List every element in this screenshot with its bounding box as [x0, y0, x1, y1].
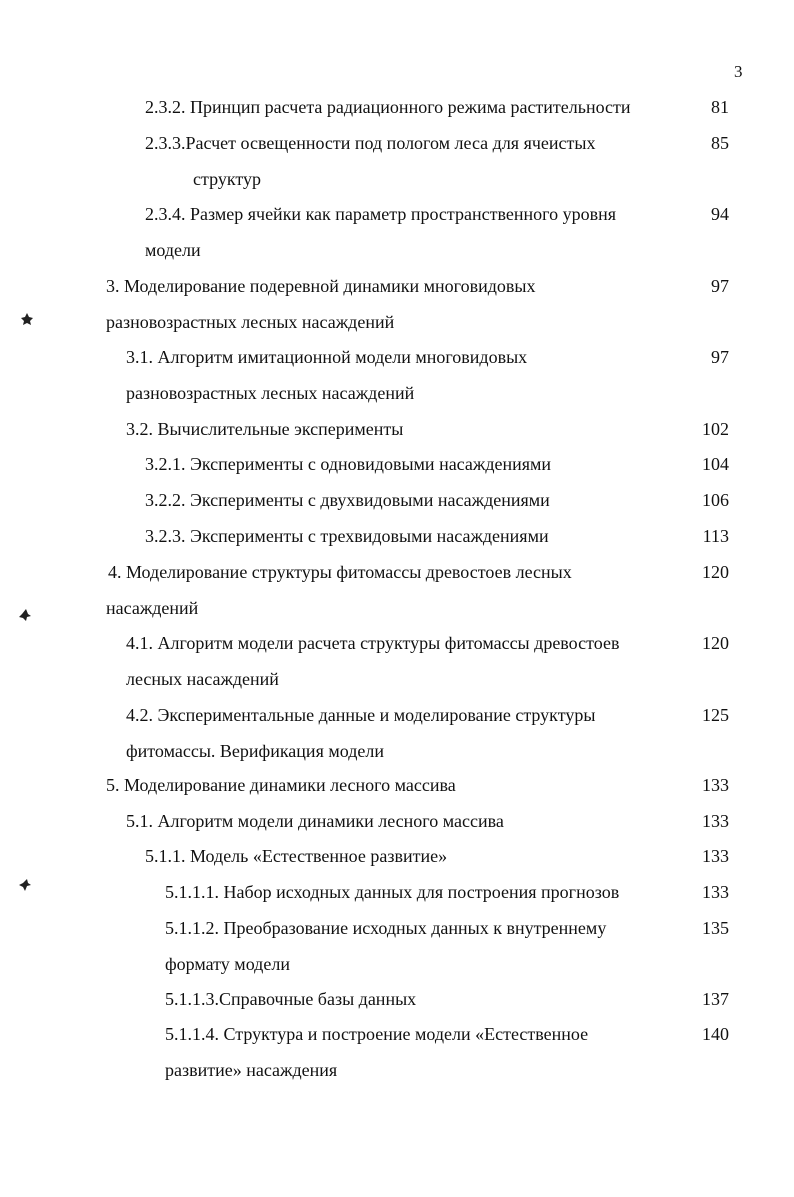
- toc-entry-title: 4.1. Алгоритм модели расчета структуры фитомассы древостоев: [126, 633, 620, 653]
- toc-entry-page: 85: [711, 133, 729, 153]
- toc-entry-title: 3.2.1. Эксперименты с одновидовыми насаждениями: [145, 454, 552, 474]
- scan-mark-icon: [18, 608, 32, 622]
- toc-entry-title: 3.2. Вычислительные эксперименты: [126, 419, 404, 439]
- toc-entry-title-continuation: модели: [145, 240, 201, 260]
- toc-entry-page: 81: [711, 97, 729, 117]
- toc-entry-title: 4. Моделирование структуры фитомассы древостоев лесных: [108, 562, 572, 582]
- toc-entry-page: 140: [702, 1024, 729, 1044]
- toc-entry-page: 133: [702, 811, 729, 831]
- toc-entry-page: 106: [702, 490, 729, 510]
- toc-entry-page: 120: [702, 633, 729, 653]
- toc-entry-title-continuation: разновозрастных лесных насаждений: [126, 383, 415, 403]
- toc-entry-page: 113: [702, 526, 729, 546]
- toc-entry-page: 94: [711, 204, 729, 224]
- toc-entry-title-continuation: лесных насаждений: [126, 669, 279, 689]
- toc-entry-title: 5.1.1. Модель «Естественное развитие»: [145, 846, 448, 866]
- toc-entry-title: 2.3.2. Принцип расчета радиационного режима растительности: [145, 97, 631, 117]
- toc-entry-title: 5.1.1.2. Преобразование исходных данных к внутреннему: [165, 918, 607, 938]
- toc-entry-page: 133: [702, 882, 729, 902]
- toc-entry-title: 3.1. Алгоритм имитационной модели многовидовых: [126, 347, 528, 367]
- toc-entry-title: 3. Моделирование подеревной динамики многовидовых: [106, 276, 536, 296]
- toc-entry-title-continuation: разновозрастных лесных насаждений: [106, 312, 395, 332]
- toc-entry-page: 133: [702, 846, 729, 866]
- toc-entry-title-continuation: формату модели: [165, 954, 290, 974]
- toc-entry-page: 97: [711, 347, 729, 367]
- toc-entry-page: 137: [702, 989, 729, 1009]
- toc-entry-page: 125: [702, 705, 729, 725]
- toc-entry-title: 5. Моделирование динамики лесного массива: [106, 775, 456, 795]
- toc-entry-title: 5.1.1.1. Набор исходных данных для построения прогнозов: [165, 882, 620, 902]
- toc-entry-title: 5.1. Алгоритм модели динамики лесного массива: [126, 811, 504, 831]
- toc-entry-title: 3.2.2. Эксперименты с двухвидовыми насаждениями: [145, 490, 550, 510]
- toc-entry-title: 2.3.3.Расчет освещенности под пологом леса для ячеистых: [145, 133, 596, 153]
- toc-entry-title-continuation: фитомассы. Верификация модели: [126, 741, 384, 761]
- toc-entry-title: 3.2.3. Эксперименты с трехвидовыми насаждениями: [145, 526, 549, 546]
- toc-entry-title: 2.3.4. Размер ячейки как параметр пространственного уровня: [145, 204, 616, 224]
- toc-entry-title: 5.1.1.4. Структура и построение модели «Естественное: [165, 1024, 589, 1044]
- toc-entry-page: 120: [702, 562, 729, 582]
- toc-entry-title-continuation: насаждений: [106, 598, 199, 618]
- toc-entry-page: 102: [702, 419, 729, 439]
- toc-entry-title-continuation: структур: [193, 169, 261, 189]
- toc-entry-page: 135: [702, 918, 729, 938]
- toc-entry-title: 4.2. Экспериментальные данные и моделирование структуры: [126, 705, 596, 725]
- toc-entry-page: 104: [702, 454, 729, 474]
- scan-mark-icon: [18, 878, 32, 892]
- scan-mark-icon: [20, 312, 34, 326]
- toc-entry-page: 97: [711, 276, 729, 296]
- toc-entry-page: 133: [702, 775, 729, 795]
- toc-entry-title: 5.1.1.3.Справочные базы данных: [165, 989, 417, 1009]
- page-number: 3: [734, 62, 743, 81]
- toc-entry-title-continuation: развитие» насаждения: [165, 1060, 338, 1080]
